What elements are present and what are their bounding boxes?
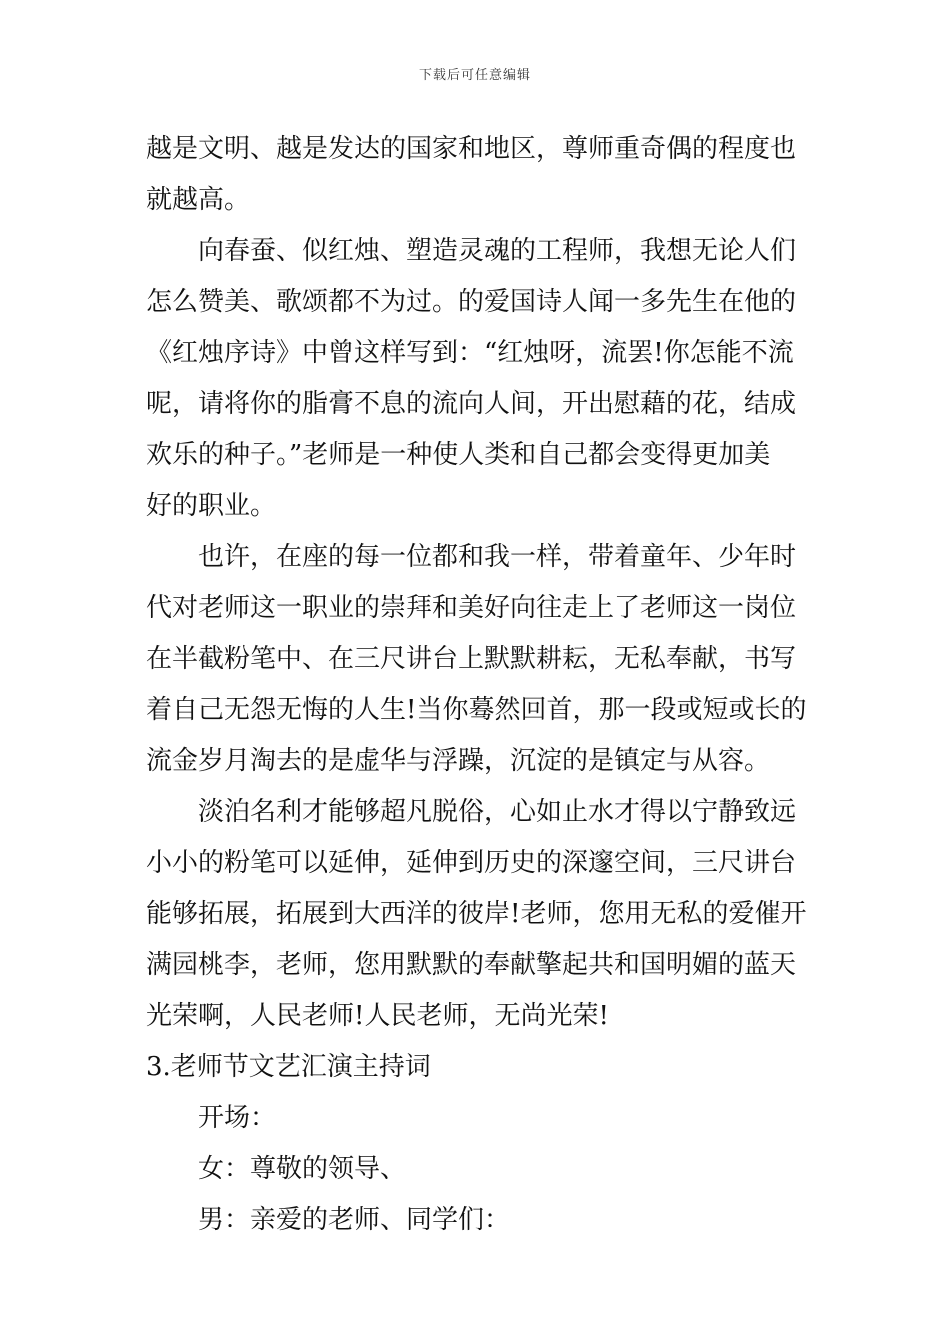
text-line: 怎么赞美、歌颂都不为过。的爱国诗人闻一多先生在他的 — [146, 287, 797, 317]
paragraph-start-line: 淡泊名利才能够超凡脱俗，心如止水才得以宁静致远 — [198, 797, 797, 827]
section-heading: 3.老师节文艺汇演主持词 — [146, 1052, 431, 1082]
paragraph-start-line: 也许，在座的每一位都和我一样，带着童年、少年时 — [198, 542, 797, 572]
text-line: 越是文明、越是发达的国家和地区，尊师重奇偶的程度也 — [146, 134, 797, 164]
opening-label: 开场： — [198, 1103, 277, 1133]
text-line: 《红烛序诗》中曾这样写到：“红烛呀，流罢!你怎能不流 — [146, 338, 794, 368]
text-line: 在半截粉笔中、在三尺讲台上默默耕耘，无私奉献，书写 — [146, 644, 797, 674]
text-line: 流金岁月淘去的是虚华与浮躁，沉淀的是镇定与从容。 — [146, 746, 771, 776]
page-header-note: 下载后可任意编辑 — [418, 68, 531, 83]
text-line: 光荣啊，人民老师!人民老师，无尚光荣! — [146, 1001, 609, 1031]
text-line: 好的职业。 — [146, 491, 277, 521]
text-line: 能够拓展，拓展到大西洋的彼岸!老师，您用无私的爱催开 — [146, 899, 807, 929]
text-line: 满园桃李，老师，您用默默的奉献擎起共和国明媚的蓝天 — [146, 950, 797, 980]
text-line: 欢乐的种子。”老师是一种使人类和自己都会变得更加美 — [146, 440, 771, 470]
text-line: 小小的粉笔可以延伸，延伸到历史的深邃空间，三尺讲台 — [146, 848, 797, 878]
text-line: 就越高。 — [146, 185, 251, 215]
text-line: 呢，请将你的脂膏不息的流向人间，开出慰藉的花，结成 — [146, 389, 797, 419]
paragraph-start-line: 向春蚕、似红烛、塑造灵魂的工程师，我想无论人们 — [198, 236, 797, 266]
text-line: 代对老师这一职业的崇拜和美好向往走上了老师这一岗位 — [146, 593, 797, 623]
text-line: 着自己无怨无悔的人生!当你蓦然回首，那一段或短或长的 — [146, 695, 807, 725]
host-line-male: 男：亲爱的老师、同学们： — [198, 1205, 511, 1235]
document-body — [146, 124, 806, 1246]
host-line-female: 女：尊敬的领导、 — [198, 1154, 407, 1184]
